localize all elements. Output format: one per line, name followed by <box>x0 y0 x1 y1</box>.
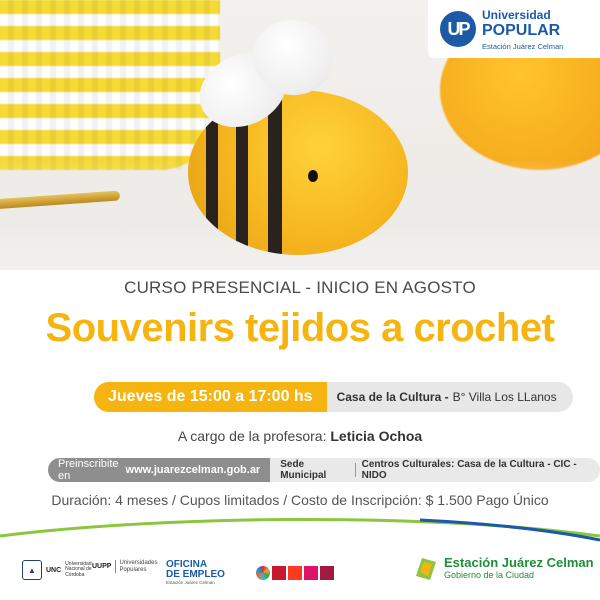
up-logo-icon: UP <box>440 11 476 47</box>
bee-eye <box>308 170 318 182</box>
uupp-text: Universidades Populares <box>115 560 165 573</box>
registration-bar <box>48 458 600 482</box>
registration-places <box>270 458 600 482</box>
universidad-popular-logo <box>428 0 600 58</box>
teacher-name: Leticia Ochoa <box>330 428 423 444</box>
logo-line3: Estación Juárez Celman <box>482 41 564 51</box>
schedule-bar <box>94 382 573 412</box>
uupp-logo <box>92 560 165 573</box>
unc-mark: UNC <box>46 566 62 574</box>
municipio-subtitle: Gobierno de la Ciudad <box>444 569 535 580</box>
ods-squares-icon <box>256 566 334 580</box>
ods-logos <box>256 566 334 580</box>
registration-url[interactable]: www.juarezcelman.gob.ar <box>125 464 261 476</box>
decorative-wave <box>0 510 600 550</box>
municipio-name: Estación Juárez Celman <box>444 555 594 571</box>
unc-crest-icon: ▲ <box>22 560 42 580</box>
unc-logo <box>22 560 101 580</box>
registration-place1: Sede Municipal <box>280 459 327 481</box>
teacher-line <box>0 428 600 444</box>
schedule-location <box>327 382 573 412</box>
unc-text: Universidad Nacional de Córdoba <box>65 560 92 578</box>
oficina-line3: Estación Juárez Celman <box>166 580 215 585</box>
logo-line1: Universidad <box>482 7 551 22</box>
footer <box>0 548 600 600</box>
course-details: Duración: 4 meses / Cupos limitados / Costo de Inscripción: $ 1.500 Pago Único <box>51 492 549 508</box>
uupp-mark: UUPP <box>92 563 112 571</box>
registration-place2: Centros Culturales: Casa de la Cultura - CIC - NIDO <box>361 459 577 481</box>
course-subtitle: CURSO PRESENCIAL - INICIO EN AGOSTO <box>124 278 476 297</box>
bee-stripe <box>268 90 282 255</box>
municipio-logo <box>412 554 594 582</box>
schedule-venue: Casa de la Cultura - <box>336 390 449 404</box>
registration-web <box>48 458 270 482</box>
registration-prefix: Preinscribite en <box>58 458 119 482</box>
logo-line2: POPULAR <box>482 21 561 39</box>
course-title: Souvenirs tejidos a crochet <box>45 306 555 350</box>
teacher-prefix: A cargo de la profesora: <box>177 428 327 444</box>
knitted-fabric <box>0 0 220 170</box>
schedule-neighborhood: B° Villa Los LLanos <box>452 390 557 404</box>
oficina-empleo-logo <box>166 560 225 585</box>
divider <box>355 463 356 477</box>
municipal-flag-icon <box>412 554 440 582</box>
schedule-time: Jueves de 15:00 a 17:00 hs <box>94 382 327 412</box>
oficina-line2: DE EMPLEO <box>166 569 225 580</box>
oficina-line1: OFICINA <box>166 559 208 570</box>
crochet-bee <box>188 60 408 250</box>
